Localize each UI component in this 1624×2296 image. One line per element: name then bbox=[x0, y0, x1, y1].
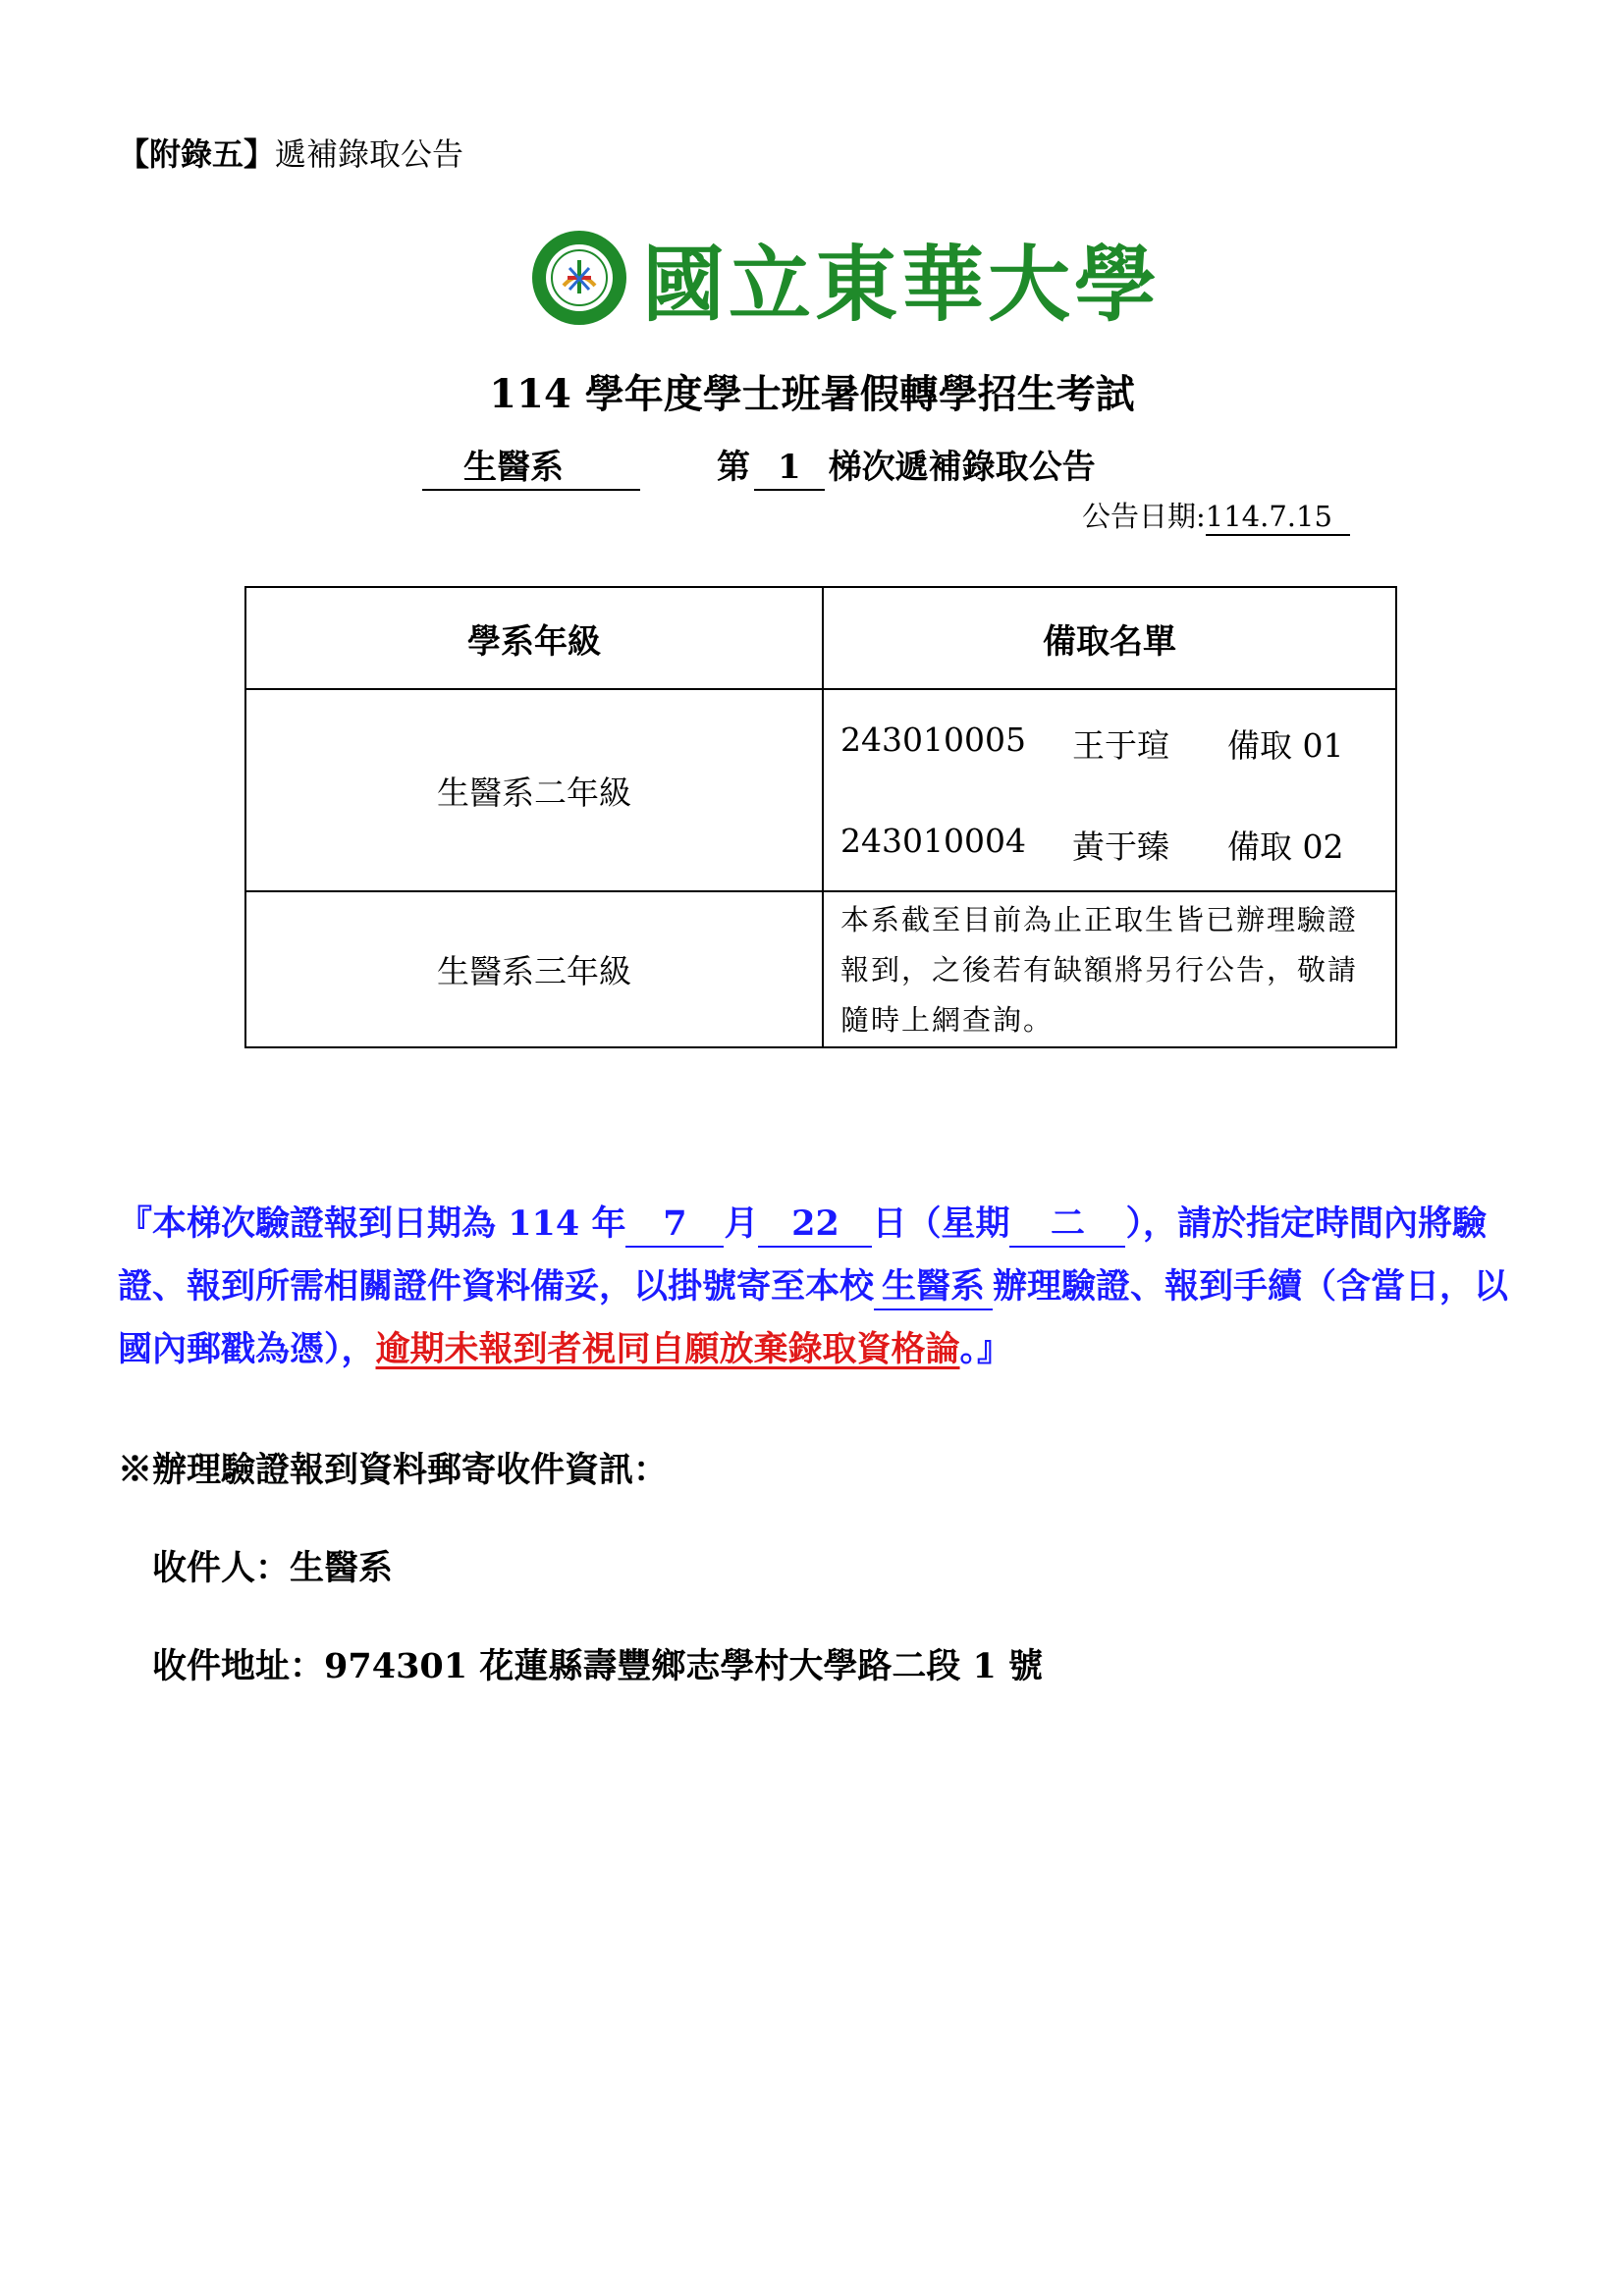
mailing-heading: ※辦理驗證報到資料郵寄收件資訊： bbox=[118, 1450, 669, 1490]
notice-text-3: 辦理驗證、報到手續（含當日，以國內郵戳為憑）， bbox=[118, 1266, 1509, 1369]
notice-month-label: 月 bbox=[724, 1203, 759, 1244]
table-row bbox=[245, 689, 1396, 891]
table-header-row bbox=[245, 587, 1396, 689]
entry-id: 243010004 bbox=[840, 822, 1026, 860]
notice-warning: 逾期未報到者視同自願放棄錄取資格論 bbox=[375, 1329, 960, 1369]
appendix-title: 遞補錄取公告 bbox=[275, 135, 464, 173]
mailing-recipient bbox=[152, 1541, 393, 1590]
notice-day-label: 日（星期 bbox=[872, 1203, 1010, 1244]
waitlist-entry bbox=[825, 822, 1394, 868]
announcement-date-label: 公告日期: bbox=[1082, 500, 1206, 533]
subtitle-prefix: 第 bbox=[717, 448, 750, 487]
subtitle-department: 生醫系 bbox=[422, 447, 640, 491]
address-label: 收件地址： bbox=[152, 1646, 325, 1686]
grade-cell: 生醫系二年級 bbox=[245, 689, 823, 891]
entry-rank: 備取 02 bbox=[1227, 828, 1344, 866]
entry-id: 243010005 bbox=[840, 721, 1026, 759]
header-grade: 學系年級 bbox=[245, 587, 823, 689]
notice-weekday: 二 bbox=[1009, 1202, 1125, 1248]
entry-name: 王于瑄 bbox=[1072, 726, 1169, 765]
waitlist-table bbox=[244, 586, 1397, 1048]
announcement-subtitle bbox=[422, 440, 1096, 491]
announcement-date bbox=[1082, 495, 1350, 536]
university-name: 國立東華大學 bbox=[642, 235, 1162, 333]
university-seal-icon bbox=[530, 229, 628, 327]
notice-dept: 生醫系 bbox=[874, 1265, 993, 1310]
table-row bbox=[245, 891, 1396, 1047]
waitlist-note: 本系截至目前為止正取生皆已辦理驗證報到，之後若有缺額將另行公告，敬請隨時上網查詢。 bbox=[840, 903, 1359, 1037]
waitlist-cell bbox=[823, 891, 1396, 1047]
grade-cell: 生醫系三年級 bbox=[245, 891, 823, 1047]
entry-rank: 備取 01 bbox=[1227, 726, 1344, 765]
subtitle-suffix: 梯次遞補錄取公告 bbox=[828, 448, 1096, 487]
header-waitlist: 備取名單 bbox=[823, 587, 1396, 689]
address-value: 974301 花蓮縣壽豐鄉志學村大學路二段 1 號 bbox=[324, 1646, 1044, 1686]
notice-text-1: 本梯次驗證報到日期為 114 年 bbox=[152, 1203, 626, 1244]
announcement-date-value: 114.7.15 bbox=[1206, 499, 1350, 536]
subtitle-round: 1 bbox=[754, 447, 825, 491]
notice-open-quote: 『 bbox=[118, 1203, 153, 1244]
waitlist-cell bbox=[823, 689, 1396, 891]
page-title: 114 學年度學士班暑假轉學招生考試 bbox=[489, 371, 1135, 417]
waitlist-entry bbox=[825, 721, 1394, 767]
notice-month: 7 bbox=[625, 1202, 724, 1248]
notice-day: 22 bbox=[758, 1202, 872, 1248]
recipient-label: 收件人： bbox=[152, 1548, 291, 1588]
entry-name: 黃于臻 bbox=[1072, 828, 1169, 866]
verification-notice bbox=[118, 1193, 1512, 1381]
appendix-label: 【附錄五】 bbox=[118, 135, 276, 173]
university-logo bbox=[530, 224, 1161, 332]
notice-close: 。』 bbox=[959, 1329, 1012, 1369]
mailing-address bbox=[152, 1639, 1043, 1688]
notice-text-2: ），請於指定時間內將驗證、報到所需相關證件資料備妥，以掛號寄至本校 bbox=[118, 1203, 1487, 1307]
recipient-value: 生醫系 bbox=[290, 1548, 394, 1588]
appendix-heading bbox=[118, 130, 463, 175]
